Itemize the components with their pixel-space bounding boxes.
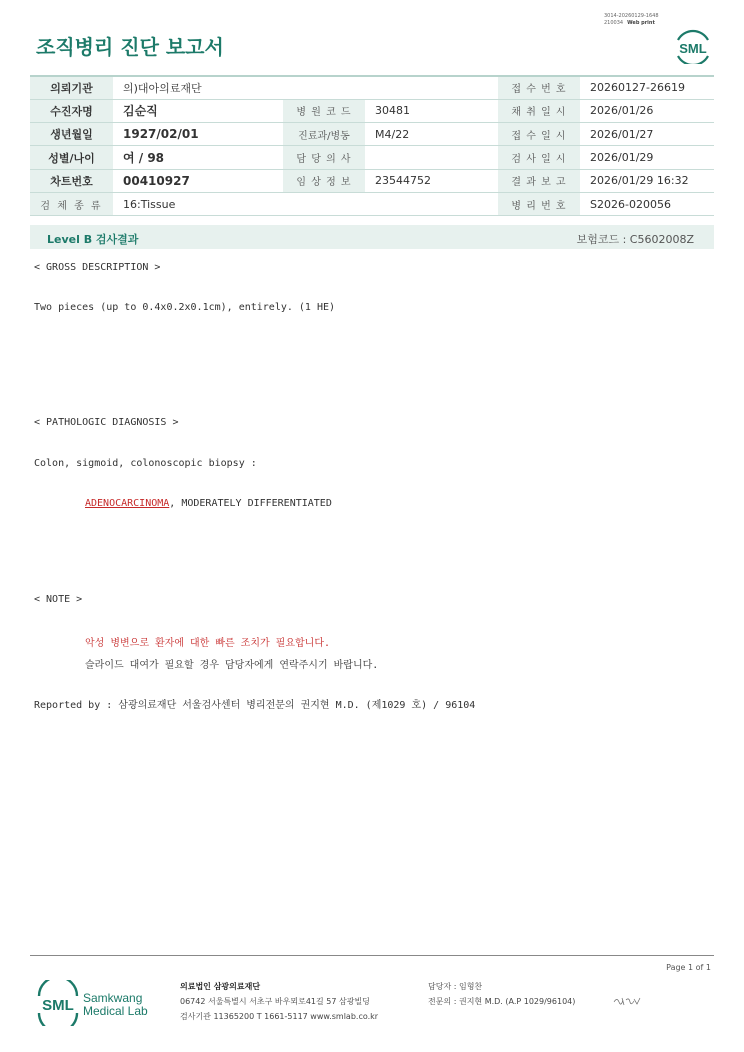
- chart-no-value: 00410927: [113, 169, 283, 192]
- clinical-info-value: 23544752: [365, 169, 498, 192]
- pathology-no-label: 병 리 번 호: [498, 192, 580, 215]
- info-row: [30, 146, 714, 169]
- specimen-label: 검 체 종 류: [30, 192, 113, 215]
- dept-label: 진료과/병동: [283, 123, 365, 146]
- org-contact: 검사기관 11365200 T 1661-5117 www.smlab.co.kr: [180, 1012, 379, 1021]
- patient-value: 김순직: [113, 99, 283, 122]
- doctor-value: [365, 146, 498, 169]
- page-number: Page 1 of 1: [666, 963, 711, 972]
- patient-label: 수진자명: [30, 99, 113, 122]
- footer-staff-block: [428, 979, 575, 1009]
- diagnosis-main: ADENOCARCINOMA: [85, 498, 170, 509]
- specialist: 전문의 : 권지현 M.D. (A.P 1029/96104): [428, 997, 576, 1006]
- org-address: 06742 서울특별시 서초구 바우뫼로41길 57 삼광빌딩: [180, 997, 370, 1006]
- sex-age-label: 성별/나이: [30, 146, 113, 169]
- level-label: Level B 검사결과: [47, 233, 139, 246]
- receipt-date-label: 접 수 일 시: [498, 123, 580, 146]
- info-row: [30, 192, 714, 215]
- page-title: 조직병리 진단 보고서: [36, 35, 224, 59]
- footer-org-block: [180, 979, 378, 1024]
- note-urgent: 악성 병변으로 환자에 대한 빠른 조치가 필요합니다.: [85, 638, 331, 649]
- clinical-info-label: 임 상 정 보: [283, 169, 365, 192]
- sml-logo: [672, 26, 714, 64]
- samkwang-logo: [36, 980, 166, 1026]
- manager: 담당자 : 임형찬: [428, 982, 483, 991]
- dob-value: 1927/02/01: [113, 123, 283, 146]
- print-id: [604, 13, 659, 27]
- brand-line2: Medical Lab: [83, 1004, 148, 1018]
- sml-logo-text: SML: [679, 41, 707, 56]
- patient-info-table: [30, 75, 714, 216]
- report-date-value: 2026/01/29 16:32: [580, 169, 714, 192]
- diagnosis-heading: < PATHOLOGIC DIAGNOSIS >: [34, 417, 179, 428]
- diagnosis-rest: , MODERATELY DIFFERENTIATED: [169, 498, 332, 509]
- chart-no-label: 차트번호: [30, 169, 113, 192]
- info-row: [30, 76, 714, 99]
- report-date-label: 결 과 보 고: [498, 169, 580, 192]
- exam-date-value: 2026/01/29: [580, 146, 714, 169]
- samkwang-logo-mark: SML: [42, 997, 74, 1014]
- level-bar: [30, 225, 714, 249]
- exam-date-label: 검 사 일 시: [498, 146, 580, 169]
- note-heading: < NOTE >: [34, 594, 83, 605]
- receipt-no-value: 20260127-26619: [580, 76, 714, 99]
- insurance-code: 보험코드 : C5602008Z: [576, 233, 694, 246]
- signature: [612, 994, 642, 1008]
- sex-age-value: 여 / 98: [113, 146, 283, 169]
- receipt-no-label: 접 수 번 호: [498, 76, 580, 99]
- info-row: [30, 169, 714, 192]
- doctor-label: 담 당 의 사: [283, 146, 365, 169]
- diagnosis-line: [85, 498, 332, 509]
- institution-label: 의뢰기관: [30, 76, 113, 99]
- gross-text: Two pieces (up to 0.4x0.2x0.1cm), entirely. (1 HE): [34, 302, 336, 313]
- info-row: [30, 99, 714, 122]
- note-slide: 슬라이드 대여가 필요할 경우 담당자에게 연락주시기 바랍니다.: [85, 660, 379, 671]
- hospital-code-label: 병 원 코 드: [283, 99, 365, 122]
- info-row: [30, 123, 714, 146]
- specimen-value: 16:Tissue: [113, 192, 498, 215]
- reported-by: Reported by : 삼광의료재단 서울검사센터 병리전문의 권지현 M.D. (제1029 호) / 96104: [34, 700, 476, 711]
- pathology-no-value: S2026-020056: [580, 192, 714, 215]
- print-id-line1: 3014-20260129-1648: [604, 13, 659, 19]
- dept-value: M4/22: [365, 123, 498, 146]
- diagnosis-site: Colon, sigmoid, colonoscopic biopsy :: [34, 458, 257, 469]
- footer-divider: [30, 955, 714, 956]
- print-id-line2: 210034: [604, 20, 624, 26]
- collection-date-label: 채 취 일 시: [498, 99, 580, 122]
- web-print-label: Web print: [627, 20, 655, 26]
- receipt-date-value: 2026/01/27: [580, 123, 714, 146]
- hospital-code-value: 30481: [365, 99, 498, 122]
- institution-value: 의)대아의료재단: [113, 76, 498, 99]
- dob-label: 생년월일: [30, 123, 113, 146]
- gross-heading: < GROSS DESCRIPTION >: [34, 262, 161, 273]
- collection-date-value: 2026/01/26: [580, 99, 714, 122]
- brand-line1: Samkwang: [83, 991, 143, 1005]
- org-name: 의료법인 삼광의료재단: [180, 982, 261, 991]
